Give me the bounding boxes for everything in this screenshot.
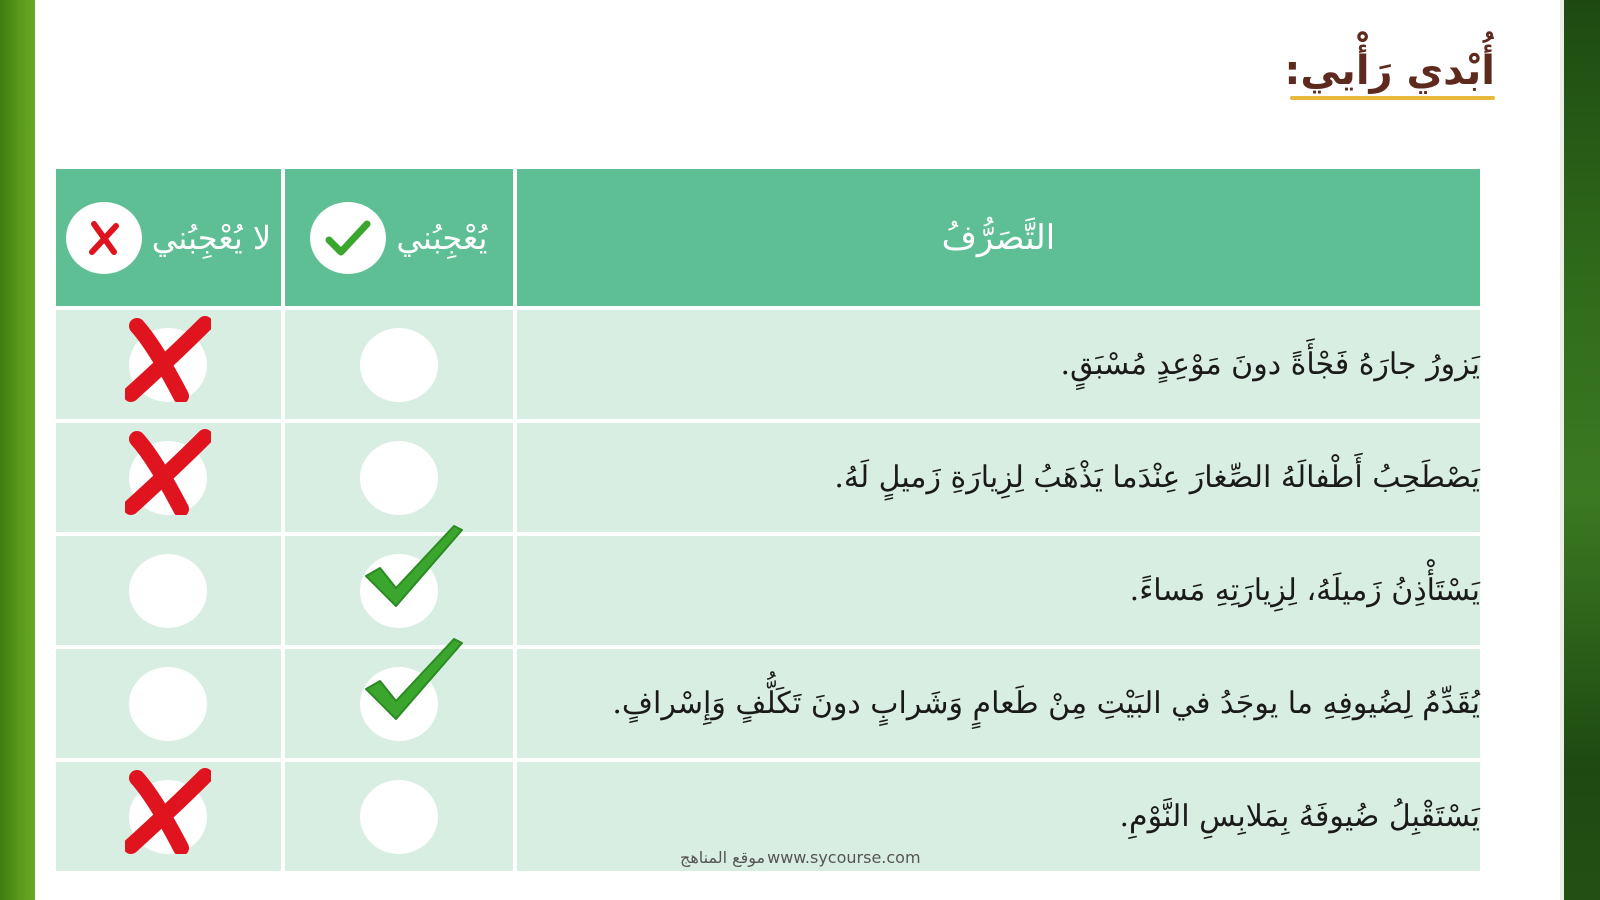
action-text: يُقَدِّمُ لِضُيوفِهِ ما يوجَدُ في البَيْتِ مِنْ طَعامٍ وَشَرابٍ دونَ تَكَلُّفٍ وَإِسْرافٍ. — [517, 649, 1480, 758]
dislike-option-circle[interactable] — [129, 780, 207, 854]
like-option-circle[interactable] — [360, 554, 438, 628]
like-option-circle[interactable] — [360, 780, 438, 854]
action-text: يَسْتَأْذِنُ زَميلَهُ، لِزِيارَتِهِ مَساءً. — [517, 536, 1480, 645]
action-text: يَسْتَقْبِلُ ضُيوفَهُ بِمَلابِسِ النَّوْمِ. — [517, 762, 1480, 871]
dislike-cell — [56, 649, 281, 758]
like-cell — [285, 649, 513, 758]
like-cell — [285, 536, 513, 645]
header-like-label: يُعْجِبُني — [396, 218, 488, 257]
like-cell — [285, 310, 513, 419]
table-row — [56, 536, 1480, 645]
table-row — [56, 649, 1480, 758]
dislike-option-circle[interactable] — [129, 554, 207, 628]
like-option-circle[interactable] — [360, 667, 438, 741]
dislike-cell — [56, 310, 281, 419]
watermark-url: www.sycourse.com — [767, 848, 921, 867]
like-cell — [285, 423, 513, 532]
page-title: أُبْدي رَأْيي: — [1284, 48, 1495, 94]
like-cell — [285, 762, 513, 871]
right-green-frame — [1564, 0, 1600, 900]
dislike-option-circle[interactable] — [129, 328, 207, 402]
cross-mark-icon — [125, 316, 211, 402]
table-row — [56, 423, 1480, 532]
dislike-cell — [56, 423, 281, 532]
watermark-arabic: موقع المناهج — [680, 848, 766, 867]
check-mark-icon — [358, 524, 468, 614]
cross-icon — [66, 202, 142, 274]
watermark — [680, 848, 921, 867]
cross-mark-icon — [125, 768, 211, 854]
check-mark-icon — [358, 637, 468, 727]
opinion-table — [52, 165, 1484, 875]
title-underline — [1290, 96, 1495, 100]
like-option-circle[interactable] — [360, 328, 438, 402]
header-action: التَّصَرُّفُ — [517, 169, 1480, 306]
dislike-cell — [56, 536, 281, 645]
dislike-option-circle[interactable] — [129, 441, 207, 515]
action-text: يَصْطَحِبُ أَطْفالَهُ الصِّغارَ عِنْدَما يَذْهَبُ لِزِيارَةِ زَميلٍ لَهُ. — [517, 423, 1480, 532]
table-header-row — [56, 169, 1480, 306]
table-row — [56, 310, 1480, 419]
header-dislike — [56, 169, 281, 306]
check-icon — [310, 202, 386, 274]
like-option-circle[interactable] — [360, 441, 438, 515]
header-like — [285, 169, 513, 306]
dislike-cell — [56, 762, 281, 871]
dislike-option-circle[interactable] — [129, 667, 207, 741]
action-text: يَزورُ جارَهُ فَجْأَةً دونَ مَوْعِدٍ مُسْبَقٍ. — [517, 310, 1480, 419]
cross-mark-icon — [125, 429, 211, 515]
left-green-frame — [0, 0, 35, 900]
header-dislike-label: لا يُعْجِبُني — [151, 218, 272, 257]
